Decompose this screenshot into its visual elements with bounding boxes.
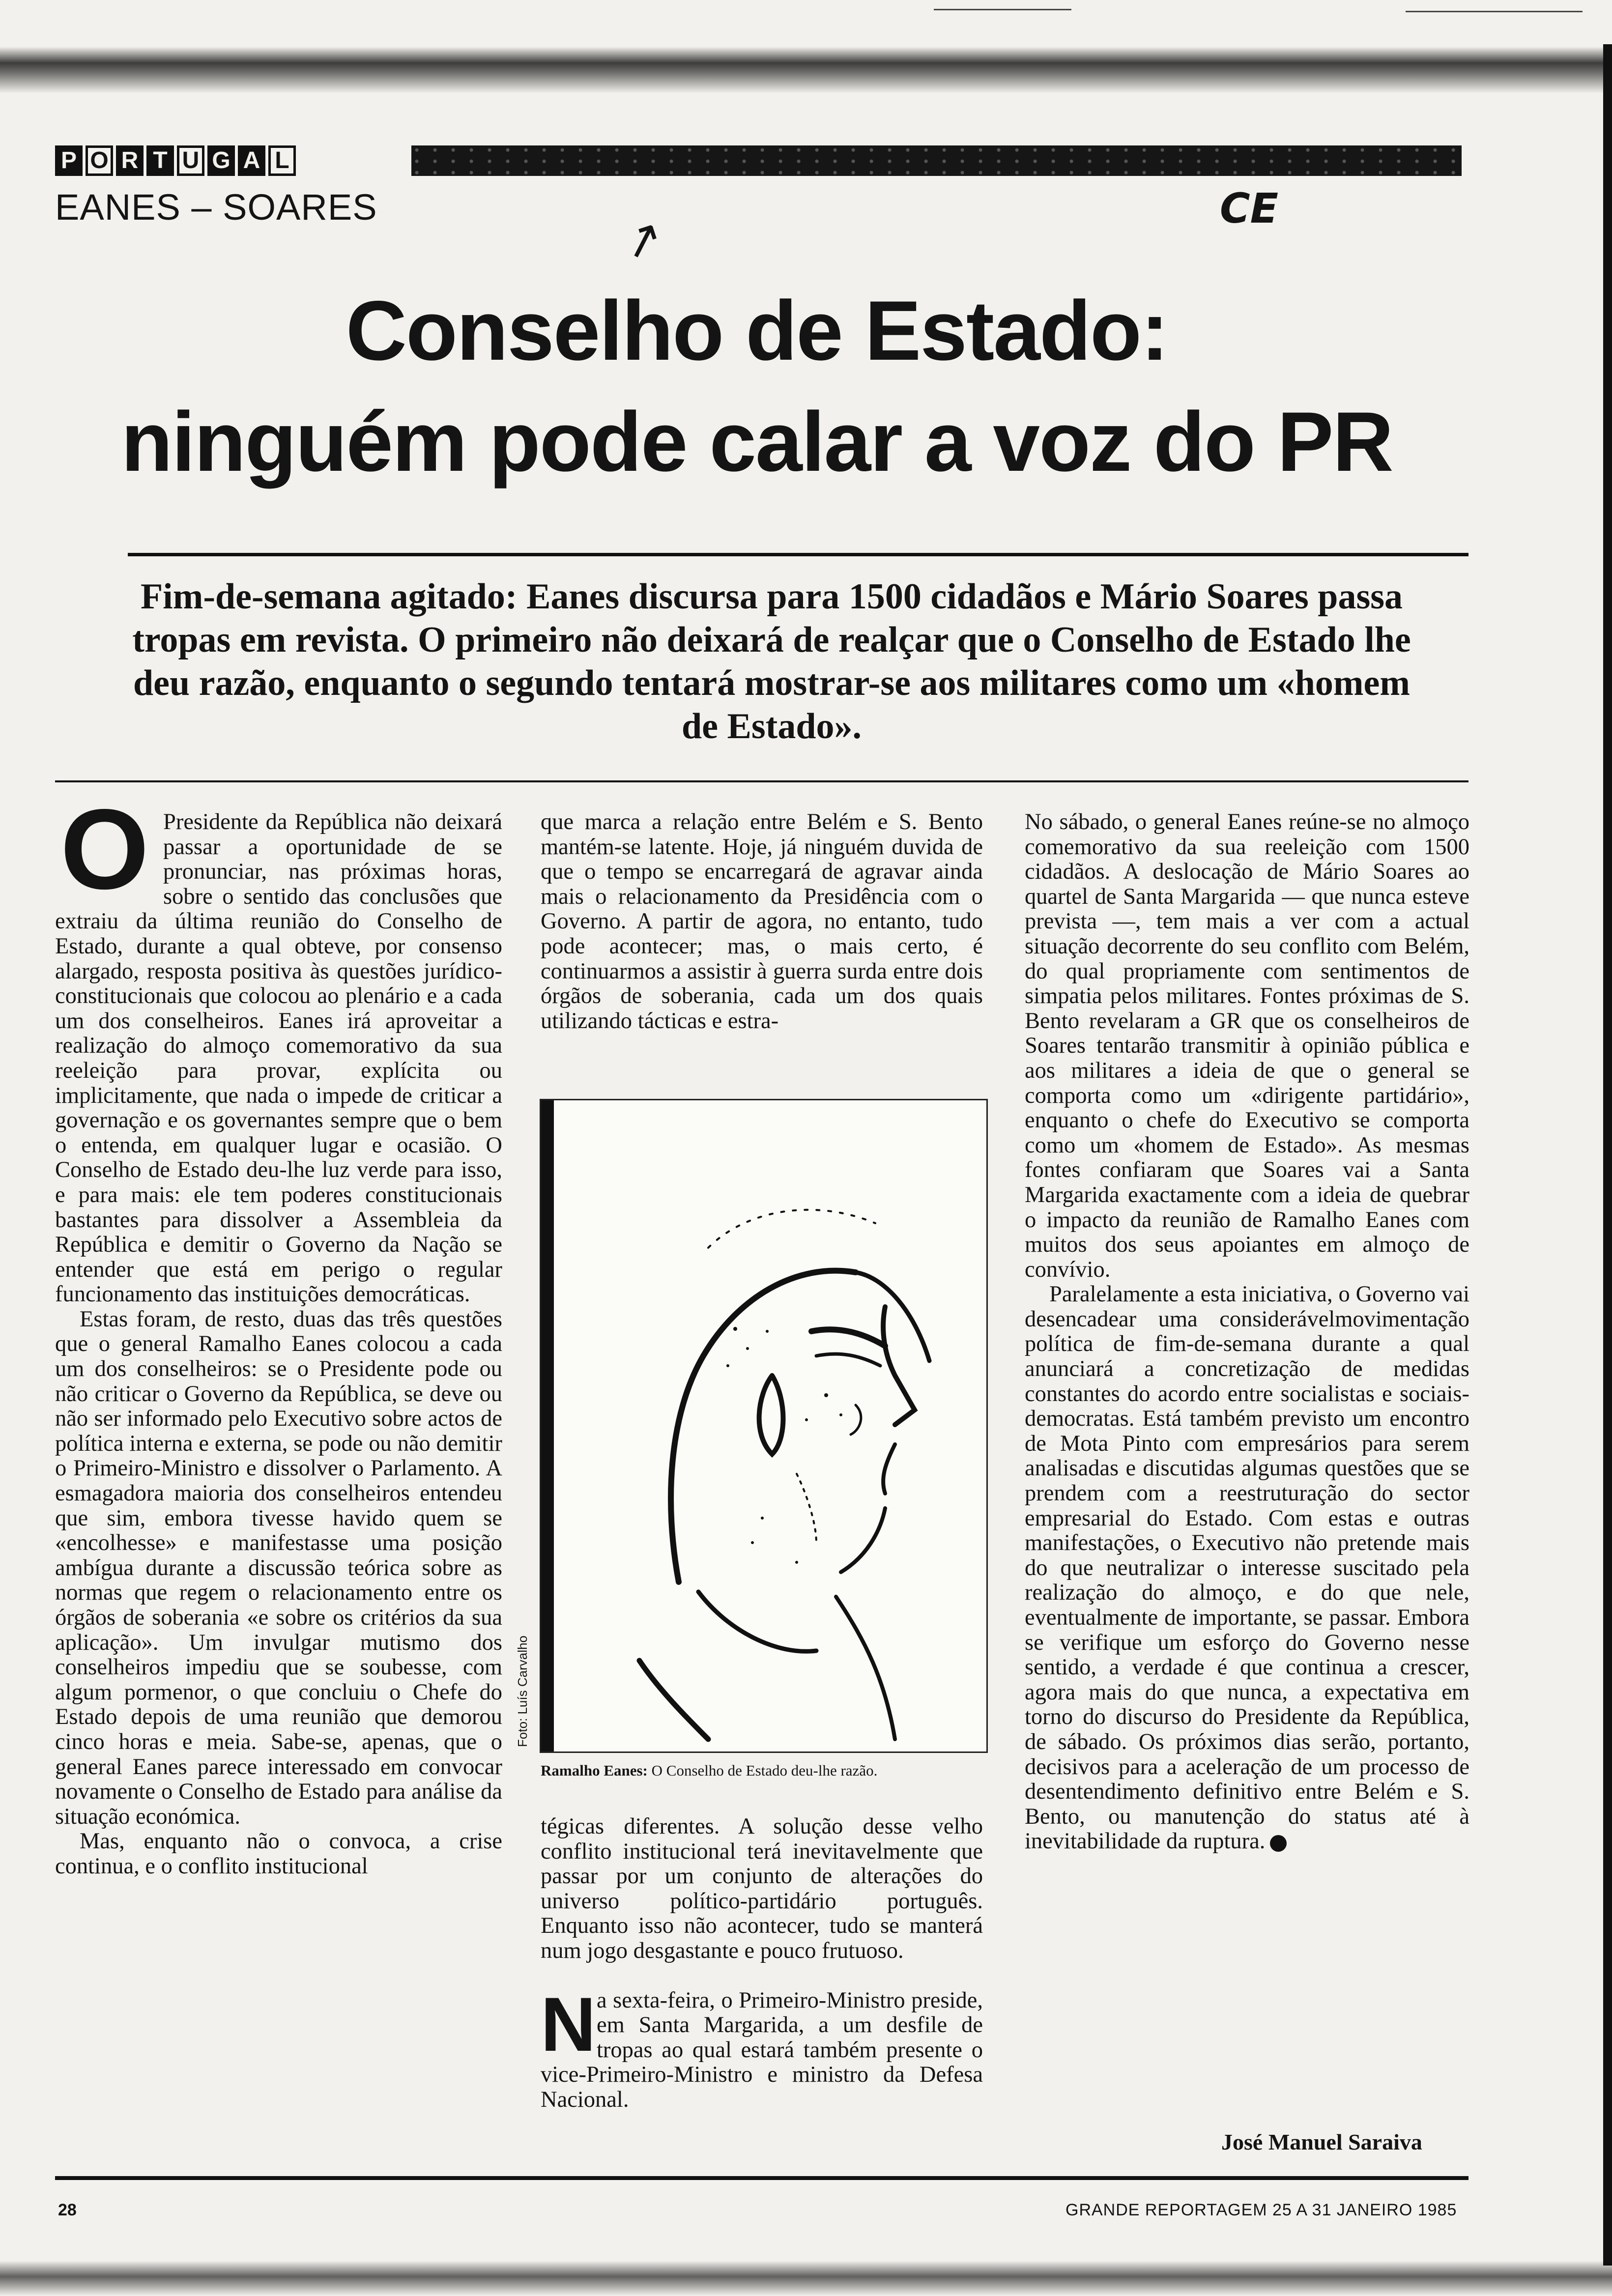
paragraph: Mas, enquanto não o convoca, a crise continua, e o conflito institucional <box>55 1829 502 1879</box>
article-column-3 <box>1025 810 1469 1854</box>
section-letter: T <box>146 145 174 176</box>
article-column-2-continued <box>541 1814 983 2113</box>
section-letter: G <box>207 145 235 176</box>
scan-line <box>934 9 1071 10</box>
byline: José Manuel Saraiva <box>1221 2129 1422 2154</box>
scan-line <box>1406 11 1583 12</box>
paragraph: No sábado, o general Eanes reúne-se no almoço comemorativo da sua reeleição com 1500 cidadãos. A deslocação de Mário Soares ao quartel de Santa Margarida — que nunca esteve prevista —, tem mais a ver com a actual situação decorrente do seu conflito com Belém, do qual propriamente com sentimentos de simpatia pelos militares. Fontes próximas de S. Bento revelaram a GR que os conselheiros de Soares tentarão transmitir à opinião pública e aos militares a ideia de que o general se comporta como um «dirigente partidário», enquanto o chefe do Executivo se comporta como um «homem de Estado». As mesmas fontes confiaram que Soares vai a Santa Margarida exactamente com a ideia de quebrar o impacto da reunião de Ramalho Eanes com muitos dos seus apoiantes em almoço de convívio. <box>1025 809 1469 1282</box>
portrait-illustration <box>541 1100 986 1751</box>
photo-ramalho-eanes <box>540 1099 988 1753</box>
standfirst: Fim-de-semana agitado: Eanes discursa para 1500 cidadãos e Mário Soares passa tropas em revista. O primeiro não deixará de realçar que o Conselho de Estado lhe deu razão, enquanto o segundo tentará mostrar-se aos militares como um «homem de Estado». <box>132 576 1411 746</box>
paragraph <box>1025 1282 1469 1854</box>
headline <box>49 275 1465 497</box>
article-column-1 <box>55 786 502 1879</box>
drop-cap: N <box>541 1981 596 2067</box>
section-bar <box>411 145 1462 176</box>
scan-edge-right <box>1603 44 1612 2266</box>
paragraph: Estas foram, de resto, duas das três questões que o general Ramalho Eanes colocou a cada um dos conselheiros: se o Presidente pode ou não criticar o Governo da República, se deve ou não ser informado pelo Executivo sobre actos de política interna e externa, se pode ou não demitir o Primeiro-Ministro e dissolver o Parlamento. A esmagadora maioria dos conselheiros entendeu que sim, embora tivesse havido quem se «encolhesse» e manifestasse uma posição ambígua durante a discussão teórica sobre as normas que regem o relacionamento entre os órgãos de soberania «e sobre os critérios da sua aplicação». Um invulgar mutismo dos conselheiros impediu que se soubesse, com algum pormenor, o que concluiu o Chefe do Estado depois de uma reunião que demorou cinco horas e meia. Sabe-se, apenas, que o general Eanes parece interessado em convocar novamente o Conselho de Estado para análise da situação económica. <box>55 1306 502 1829</box>
publication-line: GRANDE REPORTAGEM 25 A 31 JANEIRO 1985 <box>1065 2201 1457 2219</box>
section-letter: A <box>238 145 265 176</box>
headline-line-1: Conselho de Estado: <box>345 284 1168 378</box>
paragraph-text: a sexta-feira, o Primeiro-Ministro preside, em Santa Margarida, a um desfile de tropas ao qual estará também presente o vice-Primeiro-Ministro e ministro da Defesa Nacional. <box>541 1987 983 2112</box>
end-mark-icon <box>1270 1835 1287 1852</box>
paragraph: que marca a relação entre Belém e S. Bento mantém-se latente. Hoje, já ninguém duvida de que o tempo se encarregará de agravar ainda mais o relacionamento da Presidência com o Governo. A partir de agora, no entanto, tudo pode acontecer; mas, o mais certo, é continuarmos a assistir à guerra surda entre dois órgãos de soberania, cada um dos quais utilizando tácticas e estra- <box>541 809 983 1033</box>
caption-text: O Conselho de Estado deu-lhe razão. <box>651 1762 878 1779</box>
section-letter: P <box>55 145 83 176</box>
paragraph: Presidente da República não deixará passar a oportunidade de se pronunciar, nas próximas horas, sobre o sentido das conclusões que extraiu da última reunião do Conselho de Estado, durante a qual obteve, por consenso alargado, resposta positiva às questões jurídico-constitucionais que colocou ao plenário e a cada um dos conselheiros. Eanes irá aproveitar a realização do almoço comemorativo da sua reeleição para provar, explícita ou implicitamente, que nada o impede de criticar a governação e os governantes sempre que o bem o entenda, em qualquer lugar e ocasião. O Conselho de Estado deu-lhe luz verde para isso, e para mais: ele tem poderes constitucionais bastantes para dissolver a Assembleia da República e demitir o Governo da Nação se entender que está em perigo o regular funcionamento das instituições democráticas. <box>55 809 502 1307</box>
headline-line-2: ninguém pode calar a voz do PR <box>121 395 1393 489</box>
scan-edge-top <box>0 47 1612 93</box>
handwritten-initials: CE <box>1220 184 1279 232</box>
page-number: 28 <box>58 2201 77 2219</box>
scan-edge-bottom <box>0 2261 1612 2296</box>
photo-caption <box>541 1762 988 1779</box>
footer-rule <box>55 2176 1468 2180</box>
paragraph-text: Paralelamente a esta iniciativa, o Governo vai desencadear uma considerávelmovimentação política de fim-de-semana durante a qual anunciará a concretização de medidas constantes do acordo entre socialistas e sociais-democratas. Está também previsto um encontro de Mota Pinto com empresários para serem analisadas e discutidas algumas questões que se prendem com a reestruturação do sector empresarial do Estado. Com estas e outras manifestações, o Executivo não pretende mais do que neutralizar o interesse suscitado pela realização do almoço, e do que nele, eventualmente de importante, se passar. Embora se verifique um esforço do Governo nesse sentido, a verdade é que continua a crescer, agora mais do que nunca, a expectativa em torno do discurso do Presidente da República, de sábado. Os próximos dias serão, portanto, decisivos para a aceleração de um processo de desentendimento definitivo entre Belém e S. Bento, ou manutenção do status até à inevitabilidade da ruptura. <box>1025 1282 1469 1854</box>
paragraph: tégicas diferentes. A solução desse velho conflito institucional terá inevitavelmente que passar por um conjunto de alterações do universo político-partidário português. Enquanto isso não acontecer, tudo se manterá num jogo desgastante e pouco frutuoso. <box>541 1814 983 1963</box>
rule-bottom <box>55 780 1468 782</box>
caption-name: Ramalho Eanes: <box>541 1762 648 1779</box>
section-letter: O <box>86 145 113 176</box>
section-label-portugal <box>55 145 296 178</box>
pen-mark-icon: ↗ <box>615 207 670 272</box>
section-header <box>55 145 1462 178</box>
section-letter: L <box>268 145 296 176</box>
section-letter: R <box>116 145 144 176</box>
kicker: EANES – SOARES <box>55 187 377 228</box>
section-letter: U <box>177 145 204 176</box>
photo-credit: Foto: Luís Carvalho <box>515 1636 530 1747</box>
drop-cap: O <box>60 786 149 913</box>
article-column-2 <box>541 810 983 1033</box>
rule-top <box>128 553 1468 556</box>
paragraph-with-drop-cap <box>541 1981 983 2113</box>
